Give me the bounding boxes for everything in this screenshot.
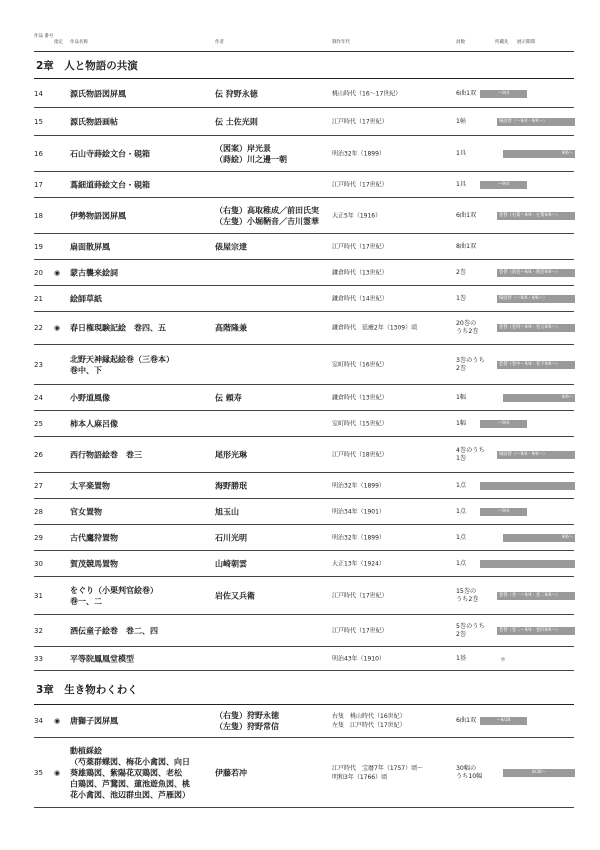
table-row [34, 286, 574, 312]
designation-mark: ◉ [54, 768, 61, 777]
table-row [34, 345, 574, 385]
table-row [34, 260, 574, 286]
schedule-bar: 〜9/4 [480, 181, 527, 189]
work-number: 22 [34, 324, 43, 332]
table-row [34, 738, 574, 808]
work-title: 西行物語絵巻 巻三 [70, 450, 142, 459]
work-period: 大正13年（1924） [332, 560, 385, 567]
table-row [34, 473, 574, 499]
work-title: 平等院鳳凰堂模型 [70, 654, 134, 663]
work-author: （右隻）高取稚成／前田氏実 （左隻）小堀鞆音／吉川霊華 [215, 205, 319, 226]
work-title: 酒伝童子絵巻 巻二、四 [70, 626, 158, 635]
work-title: 蔦細道蒔絵文台・硯箱 [70, 180, 150, 189]
schedule-bar [480, 560, 575, 568]
work-title: 古代鷹狩置物 [70, 533, 118, 542]
work-count: 1点 [456, 507, 467, 515]
header-work-no: 作品 番号 [34, 34, 54, 39]
work-count: 6曲1双 [456, 89, 477, 97]
work-number: 16 [34, 149, 43, 158]
work-author: 海野勝珉 [215, 481, 247, 490]
work-number: 31 [34, 591, 43, 600]
work-period: 室町時代（15世紀） [332, 420, 388, 427]
work-title: 官女置物 [70, 507, 102, 516]
work-number: 25 [34, 419, 43, 428]
table-header [34, 34, 574, 50]
work-period: 明治32年（1899） [332, 482, 385, 489]
designation-mark: ◉ [54, 268, 61, 277]
work-count: 6曲1双 [456, 211, 477, 219]
work-title: 動植綵絵 （芍薬群蝶図、梅花小禽図、向日 葵雄鶏図、紫陽花双鶏図、老松 白鶏図、芦鵞図、蓮池遊魚図、桃 花小禽図、池辺群虫図、芦雁図） [70, 746, 190, 799]
work-title: 源氏物語画帖 [70, 117, 118, 126]
work-count: 20巻の うち2巻 [456, 320, 479, 335]
work-number: 19 [34, 242, 43, 251]
work-period: 江戸時代 宝暦7年（1757）頃〜 明和3年（1766）頃 [332, 764, 424, 781]
work-count: 30幅の うち10幅 [456, 764, 483, 780]
designation-mark: ◉ [54, 324, 61, 332]
owner-mark: ＊ [500, 656, 507, 663]
schedule-bar: 巻替（巻二〜9/4・巻四9/6〜） [497, 627, 575, 635]
table-row [34, 136, 574, 172]
work-number: 21 [34, 294, 43, 303]
table-row [34, 411, 574, 437]
work-author: 伊藤若冲 [215, 768, 247, 777]
work-period: 大正5年（1916） [332, 212, 382, 219]
work-number: 30 [34, 559, 43, 568]
schedule-bar: 巻替（巻四〜9/4・巻五9/6〜） [497, 324, 575, 332]
work-period: 明治32年（1899） [332, 150, 385, 157]
work-title: 賀茂競馬置物 [70, 559, 118, 568]
schedule-bar: 巻替（前巻〜9/4・後巻9/6〜） [497, 269, 575, 277]
work-author: 岩佐又兵衛 [215, 591, 255, 600]
table-row [34, 647, 574, 671]
work-count: 15巻の うち2巻 [456, 587, 479, 603]
work-number: 23 [34, 360, 43, 369]
work-number: 15 [34, 117, 43, 126]
work-count: 4巻のうち 1巻 [456, 446, 485, 462]
work-count: 1帖 [456, 117, 467, 125]
work-period: 鎌倉時代 延慶2年（1309）頃 [332, 324, 418, 332]
schedule-bar: 場面替（〜9/4・9/6〜） [497, 295, 575, 303]
work-count: 1具 [456, 149, 467, 157]
work-count: 3巻のうち 2巻 [456, 356, 485, 372]
work-number: 18 [34, 211, 43, 220]
schedule-bar: 9/6〜 [503, 394, 575, 402]
work-title: 絵師草紙 [70, 294, 102, 303]
work-author: 尾形光琳 [215, 450, 247, 459]
header-title: 作品名称 [70, 40, 88, 45]
work-period: 江戸時代（17世紀） [332, 181, 388, 188]
work-title: 源氏物語図屏風 [70, 89, 126, 98]
table-row [34, 525, 574, 551]
work-title: 北野天神縁起絵巻（三巻本） 巻中、下 [70, 354, 174, 375]
work-number: 24 [34, 393, 43, 402]
work-number: 34 [34, 716, 43, 725]
chapter-heading: 3章 生き物わくわく [36, 684, 138, 696]
work-count: 1点 [456, 559, 467, 567]
work-number: 29 [34, 533, 43, 542]
work-period: 江戸時代（18世紀） [332, 451, 388, 458]
work-count: 2巻 [456, 268, 467, 276]
work-author: 旭玉山 [215, 507, 239, 516]
work-title: 伊勢物語図屏風 [70, 211, 126, 220]
work-number: 27 [34, 481, 43, 490]
work-number: 35 [34, 768, 43, 777]
table-row [34, 172, 574, 198]
designation-mark: ◉ [54, 716, 61, 725]
work-count: 1幅 [456, 393, 467, 401]
work-number: 26 [34, 450, 43, 459]
work-period: 明治32年（1899） [332, 534, 385, 541]
header-schedule: 展示期間 [517, 40, 535, 45]
work-period: 江戸時代（17世紀） [332, 592, 388, 599]
schedule-bar [480, 482, 575, 490]
table-row [34, 385, 574, 411]
schedule-bar: 9/6〜 [503, 534, 575, 542]
work-title: をぐり（小栗判官絵巻） 巻一、二 [70, 585, 158, 606]
schedule-bar: 巻替（右隻〜9/4・左隻9/6〜） [497, 212, 575, 220]
work-number: 20 [34, 268, 43, 277]
work-title: 石山寺蒔絵文台・硯箱 [70, 149, 150, 158]
schedule-bar: 場面替（〜9/4・9/6〜） [497, 451, 575, 459]
work-author: （右隻）狩野永徳 （左隻）狩野常信 [215, 710, 279, 731]
header-designation: 指定 [54, 40, 63, 45]
chapter-divider [34, 78, 574, 79]
table-row [34, 198, 574, 234]
work-period: 鎌倉時代（13世紀） [332, 269, 388, 276]
work-author: 高階隆兼 [215, 323, 247, 333]
work-author: （図案）岸光景 （蒔絵）川之邊一朝 [215, 143, 287, 164]
work-count: 8曲1双 [456, 242, 477, 250]
work-title: 柿本人麻呂像 [70, 419, 118, 428]
work-title: 唐獅子図屏風 [70, 716, 118, 725]
table-row [34, 577, 574, 615]
work-count: 6曲1双 [456, 716, 477, 724]
schedule-bar: 8/30〜 [503, 769, 575, 777]
table-row [34, 80, 574, 108]
work-number: 14 [34, 89, 43, 98]
work-count: 1幅 [456, 419, 467, 427]
work-period: 鎌倉時代（13世紀） [332, 394, 388, 401]
table-row [34, 108, 574, 136]
table-row [34, 615, 574, 647]
work-author: 伝 狩野永徳 [215, 89, 258, 98]
work-author: 山崎朝雲 [215, 559, 247, 568]
work-period: 江戸時代（17世紀） [332, 118, 388, 125]
work-title: 蒙古襲来絵詞 [70, 268, 118, 277]
table-row [34, 499, 574, 525]
table-row [34, 234, 574, 260]
work-title: 小野道風像 [70, 393, 110, 402]
work-period: 鎌倉時代（14世紀） [332, 295, 388, 302]
work-number: 32 [34, 626, 43, 635]
header-owner: 所蔵先 [495, 40, 509, 45]
work-period: 明治34年（1901） [332, 508, 385, 515]
work-count: 1具 [456, 180, 467, 188]
schedule-bar: 〜9/4 [480, 420, 527, 428]
schedule-bar: 〜8/28 [480, 717, 527, 725]
header-count: 員数 [456, 40, 465, 45]
work-period: 室町時代（16世紀） [332, 361, 388, 368]
work-number: 17 [34, 180, 43, 189]
table-row [34, 312, 574, 345]
header-divider [34, 51, 574, 52]
schedule-bar: 〜9/4 [480, 508, 527, 516]
work-title: 春日権現験記絵 巻四、五 [70, 323, 166, 333]
work-number: 28 [34, 507, 43, 516]
work-count: 5巻のうち 2巻 [456, 622, 485, 638]
work-period: 江戸時代（17世紀） [332, 627, 388, 634]
work-count: 1点 [456, 481, 467, 489]
work-author: 伝 頼寿 [215, 393, 242, 402]
table-row [34, 551, 574, 577]
schedule-bar: 巻替（巻一〜9/4・巻二9/6〜） [497, 592, 575, 600]
work-author: 石川光明 [215, 533, 247, 542]
work-period: 江戸時代（17世紀） [332, 243, 388, 250]
header-period: 制作年代 [332, 40, 350, 45]
schedule-bar: 場面替（〜9/4・9/6〜） [497, 118, 575, 126]
work-count: 1基 [456, 654, 467, 662]
work-period: 明治43年（1910） [332, 655, 385, 662]
table-row [34, 437, 574, 473]
work-author: 俵屋宗達 [215, 242, 247, 251]
work-title: 扇面散屏風 [70, 242, 110, 251]
schedule-bar: 巻替（巻中〜9/4・巻下9/6〜） [497, 361, 575, 369]
schedule-bar: 9/6〜 [503, 150, 575, 158]
work-count: 1巻 [456, 294, 467, 302]
table-row [34, 704, 574, 738]
work-count: 1点 [456, 533, 467, 541]
work-number: 33 [34, 654, 43, 663]
header-author: 作者 [215, 40, 224, 45]
schedule-bar: 〜9/4 [480, 90, 527, 98]
work-title: 太平楽置物 [70, 481, 110, 490]
work-period: 右隻 桃山時代（16世紀） 左隻 江戸時代（17世紀） [332, 712, 406, 729]
work-period: 桃山時代（16〜17世紀） [332, 90, 402, 97]
chapter-heading: 2章 人と物語の共演 [36, 60, 138, 72]
work-author: 伝 土佐光則 [215, 117, 258, 126]
